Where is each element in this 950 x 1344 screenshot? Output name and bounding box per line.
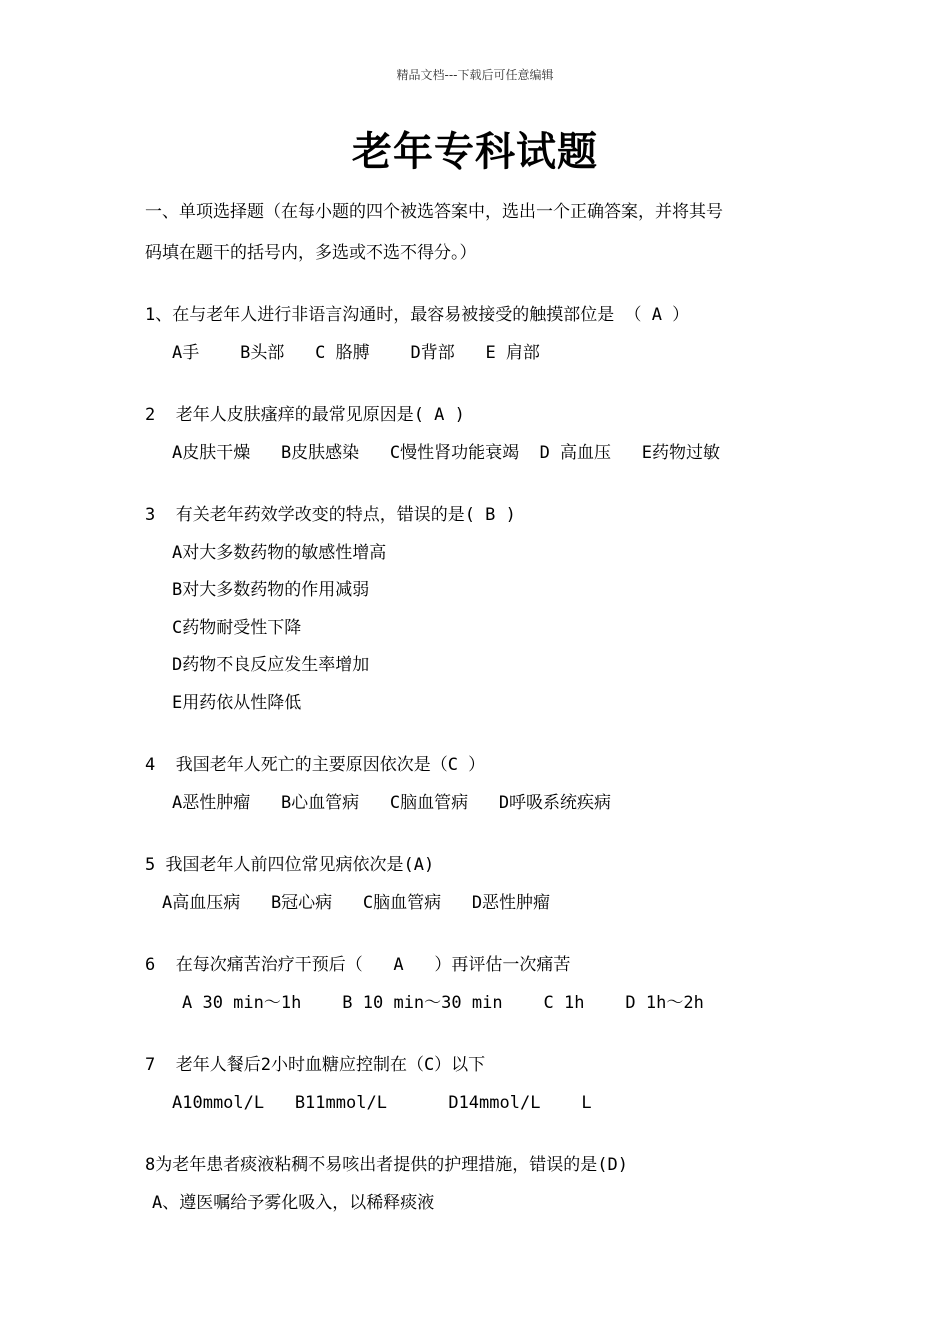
question-3-option-b: B对大多数药物的作用减弱	[172, 580, 370, 600]
question-2-stem: 2 老年人皮肤瘙痒的最常见原因是( A )	[145, 405, 465, 425]
question-4-options: A恶性肿瘤 B心血管病 C脑血管病 D呼吸系统疾病	[172, 793, 612, 813]
question-5-stem: 5 我国老年人前四位常见病依次是(A)	[145, 855, 435, 875]
question-5-options: A高血压病 B冠心病 C脑血管病 D恶性肿瘤	[162, 893, 551, 913]
instructions-line-1: 一、单项选择题（在每小题的四个被选答案中，选出一个正确答案，并将其号	[145, 202, 723, 222]
page-header: 精品文档---下载后可任意编辑	[396, 68, 554, 82]
question-3-option-c: C药物耐受性下降	[172, 618, 302, 638]
question-6-stem: 6 在每次痛苦治疗干预后（ A ）再评估一次痛苦	[145, 955, 571, 975]
question-7-options: A10mmol/L B11mmol/L D14mmol/L L	[172, 1093, 592, 1113]
question-3-option-d: D药物不良反应发生率增加	[172, 655, 370, 675]
question-2-options: A皮肤干燥 B皮肤感染 C慢性肾功能衰竭 D 高血压 E药物过敏	[172, 443, 720, 463]
question-1-options: A手 B头部 C 胳膊 D背部 E 肩部	[172, 343, 540, 363]
question-8-stem: 8为老年患者痰液粘稠不易咳出者提供的护理措施，错误的是(D)	[145, 1155, 628, 1175]
question-8-options: A、遵医嘱给予雾化吸入，以稀释痰液	[152, 1193, 435, 1213]
question-3-option-a: A对大多数药物的敏感性增高	[172, 543, 387, 563]
question-7-stem: 7 老年人餐后2小时血糖应控制在（C）以下	[145, 1055, 486, 1075]
page-title: 老年专科试题	[352, 129, 598, 175]
question-3-option-e: E用药依从性降低	[172, 693, 302, 713]
question-3-stem: 3 有关老年药效学改变的特点，错误的是( B )	[145, 505, 516, 525]
question-6-options: A 30 min～1h B 10 min～30 min C 1h D 1h～2h	[182, 993, 704, 1013]
instructions-line-2: 码填在题干的括号内，多选或不选不得分。）	[145, 243, 477, 263]
question-4-stem: 4 我国老年人死亡的主要原因依次是（C ）	[145, 755, 486, 775]
question-1-stem: 1、在与老年人进行非语言沟通时，最容易被接受的触摸部位是 （ A ）	[145, 305, 690, 325]
